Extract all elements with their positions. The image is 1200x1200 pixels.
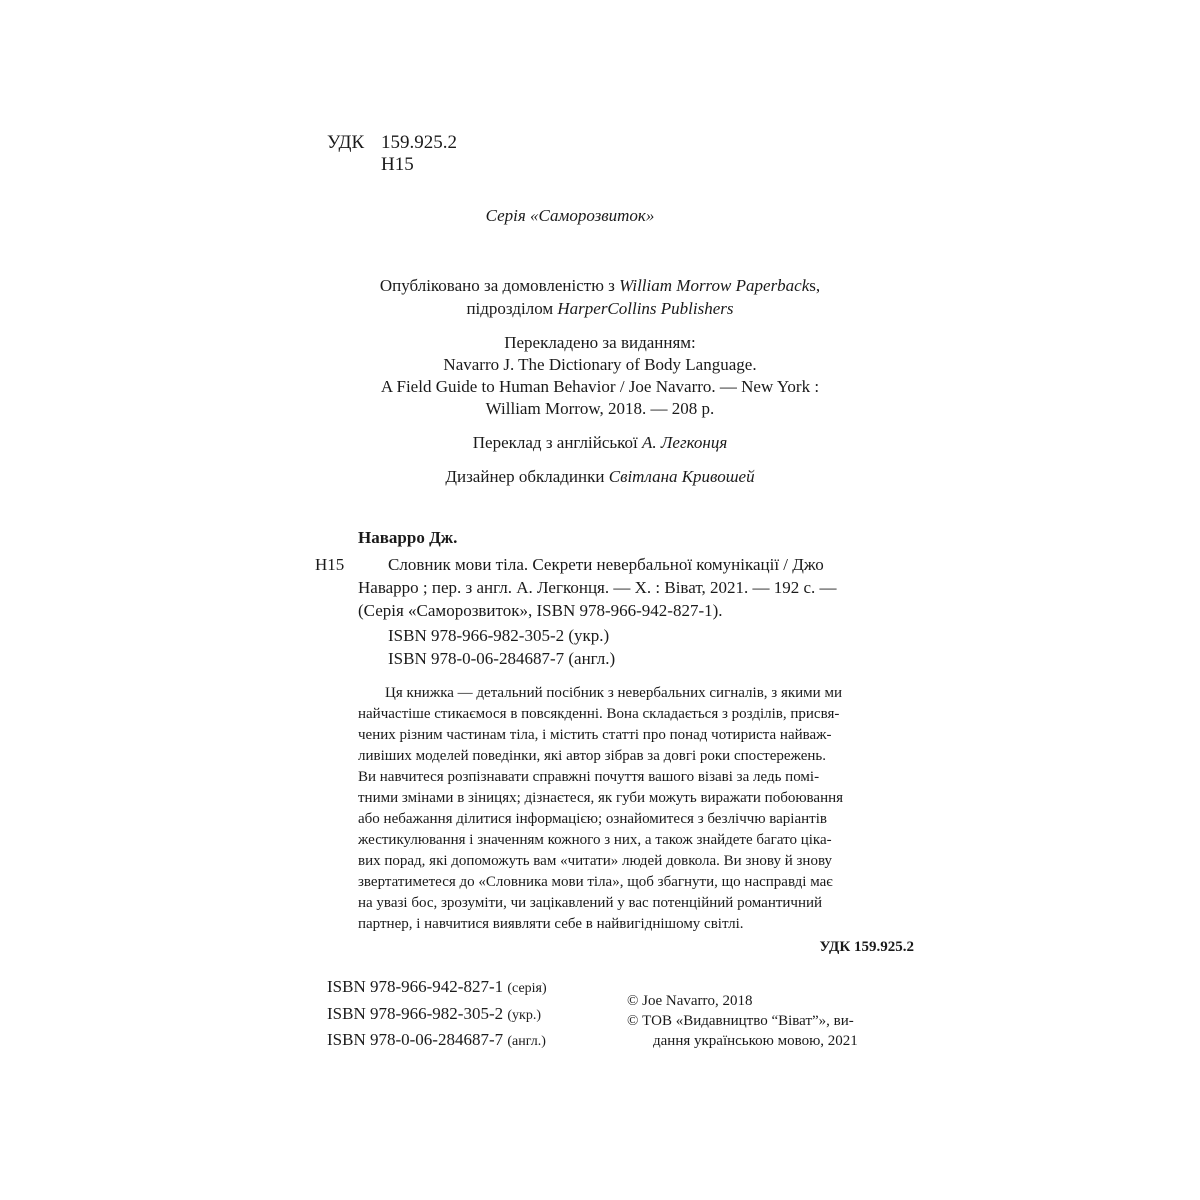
annotation-line: звертатиметеся до «Словника мови тіла», щоб збагнути, що насправді має: [358, 874, 833, 890]
translated-from-line: A Field Guide to Human Behavior / Joe Navarro. — New York :: [380, 377, 820, 396]
isbn-number: ISBN 978-0-06-284687-7: [327, 1030, 504, 1049]
catalog-author: Наварро Дж.: [358, 528, 458, 547]
catalog-isbn: ISBN 978-0-06-284687-7 (англ.): [388, 649, 616, 668]
isbn-note: (укр.): [507, 1008, 542, 1023]
translator-label: Переклад з англійської: [472, 433, 643, 452]
translator-line: [300, 432, 900, 454]
translated-from-line: Navarro J. The Dictionary of Body Language.: [443, 355, 757, 374]
catalog-line: Словник мови тіла. Секрети невербальної комунікації / Джо: [388, 555, 824, 574]
publication-tail: s,: [809, 276, 821, 295]
catalog-isbn: ISBN 978-966-982-305-2 (укр.): [388, 626, 610, 645]
udk-code: 159.925.2: [381, 132, 457, 153]
publication-line-1: [300, 275, 900, 297]
copyright-line: © Joe Navarro, 2018: [627, 993, 753, 1009]
author-sign: Н15: [381, 154, 414, 175]
bottom-isbn: [327, 1029, 546, 1053]
designer-line: [300, 466, 900, 488]
publisher-name: William Morrow Paperback: [619, 276, 810, 295]
designer-label: Дизайнер обкладинки: [445, 467, 609, 486]
bottom-isbn: [327, 976, 547, 1000]
translator-name: А. Легконця: [642, 433, 728, 452]
isbn-note: (англ.): [507, 1034, 546, 1049]
isbn-number: ISBN 978-966-942-827-1: [327, 977, 504, 996]
annotation-line: партнер, і навчитися виявляти себе в найвигіднішому світлі.: [358, 916, 744, 932]
annotation-udk: УДК 159.925.2: [819, 939, 914, 955]
designer-name: Світлана Кривошей: [608, 467, 755, 486]
isbn-number: ISBN 978-966-982-305-2: [327, 1004, 504, 1023]
translated-from-line: Перекладено за виданням:: [504, 333, 696, 352]
publication-text: Опубліковано за домовленістю з: [379, 276, 620, 295]
publication-line-2: [300, 298, 900, 320]
annotation-line: ливіших моделей поведінки, які автор зібрав за довгі роки спостережень.: [358, 748, 826, 764]
bottom-isbn: [327, 1003, 541, 1027]
annotation-line: тними змінами в зіницях; дізнаєтеся, як губи можуть виражати побоювання: [358, 790, 844, 806]
catalog-sign: Н15: [315, 555, 345, 574]
division-text: підрозділом: [466, 299, 558, 318]
catalog-line: (Серія «Саморозвиток», ISBN 978-966-942-827-1).: [358, 601, 723, 620]
udk-label: УДК: [327, 132, 365, 153]
annotation-line: Ви навчитеся розпізнавати справжні почуття вашого візаві за ледь помі-: [358, 769, 820, 785]
copyright-line: дання українською мовою, 2021: [653, 1033, 858, 1049]
isbn-note: (серія): [507, 981, 547, 996]
annotation-line: найчастіше стикаємося в повсякденні. Вона складається з розділів, присвя-: [358, 706, 840, 722]
annotation-line: жестикулювання і значенням кожного з них, а також знайдете багато ціка-: [358, 832, 832, 848]
translated-from-line: William Morrow, 2018. — 208 p.: [485, 399, 715, 418]
annotation-line: чених різним частинам тіла, і містить статті про понад чотириста найваж-: [358, 727, 832, 743]
annotation-line: на увазі бос, зрозуміти, чи зацікавлений у вас потенційний романтичний: [358, 895, 823, 911]
series-title: Серія «Саморозвиток»: [485, 206, 655, 225]
annotation-line: Ця книжка — детальний посібник з невербальних сигналів, з якими ми: [385, 685, 842, 701]
annotation-line: вих порад, які допоможуть вам «читати» людей довкола. Ви знову й знову: [358, 853, 833, 869]
division-name: HarperCollins Publishers: [557, 299, 734, 318]
copyright-line: © ТОВ «Видавництво “Віват”», ви-: [627, 1013, 854, 1029]
catalog-line: Наварро ; пер. з англ. А. Легконця. — Х. : Віват, 2021. — 192 с. —: [358, 578, 837, 597]
annotation-line: або небажання ділитися інформацією; ознайомитеся з безліччю варіантів: [358, 811, 827, 827]
